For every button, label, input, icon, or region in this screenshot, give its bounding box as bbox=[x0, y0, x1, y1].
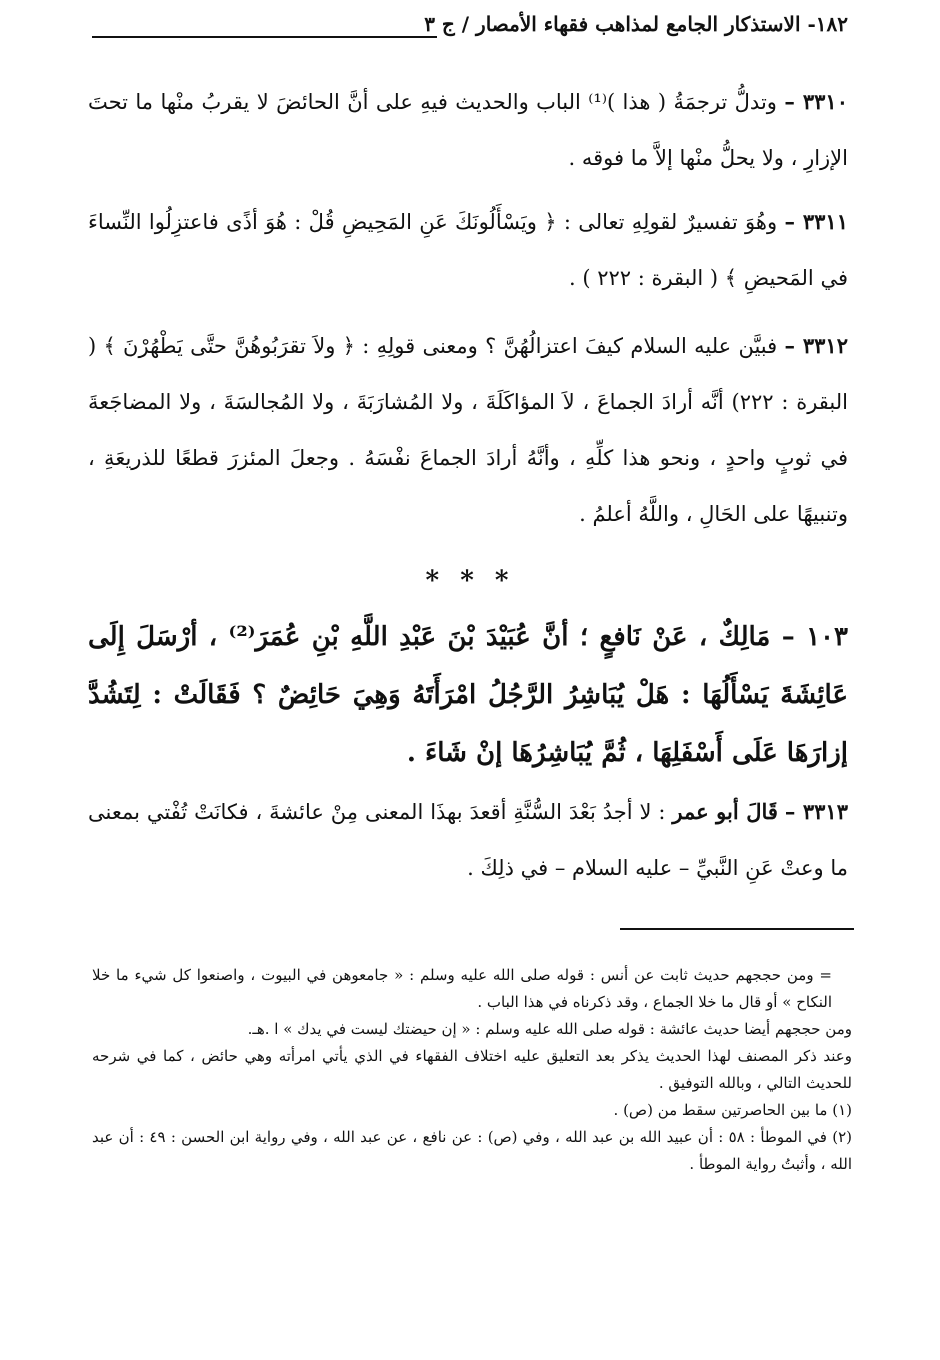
paragraph-text: وهُوَ تفسيرٌ لقولِهِ تعالى : ﴿ ويَسْأَلُونَكَ عَنِ المَحِيضِ قُلْ : هُوَ أذًى فاعتزِلُوا النِّساءَ في المَحيضِ ﴾ ( البقرة : ٢٢٢ ) . bbox=[88, 210, 848, 290]
footnote-1: (١) ما بين الحاصرتين سقط من (ص) . bbox=[613, 1101, 852, 1119]
paragraph-3310 bbox=[88, 74, 848, 186]
footnote-continuation: ومن حججهم أيضا حديث عائشة : قوله صلى الله عليه وسلم : « إن حيضتك ليست في يدك » ا .هـ. bbox=[247, 1020, 852, 1038]
paragraph-3311 bbox=[88, 194, 848, 306]
footnote-rule bbox=[620, 928, 854, 930]
paragraph-number: ٣٣١٠ – bbox=[784, 89, 848, 114]
paragraph-3313 bbox=[88, 784, 848, 896]
paragraph-text: وتدلُّ ترجمَةُ ( هذا )⁽¹⁾ الباب والحديث فيهِ على أنَّ الحائضَ لا يقربُ منْها ما تحتَ الإزارِ ، ولا يحلُّ منْها إلاَّ ما فوقه . bbox=[88, 90, 848, 170]
hadith-number: ١٠٣ – bbox=[781, 622, 848, 652]
paragraph-number: ٣٣١١ – bbox=[784, 209, 848, 234]
speaker-label: قَالَ أبو عمر bbox=[672, 799, 778, 824]
paragraph-3312 bbox=[88, 318, 848, 542]
paragraph-text: فبيَّن عليه السلام كيفَ اعتزالُهُنَّ ؟ ومعنى قولِهِ : ﴿ ولاَ تقرَبُوهُنَّ حتَّى يَطْهُرْنَ ﴾ ( البقرة : ٢٢٢) أنَّه أرادَ الجماعَ ، لاَ المؤاكَلَةَ ، ولا المُشارَبَةَ ، ولا المُجالسَةَ ، ولا المضاجَعةَ في ثوبٍ واحدٍ ، ونحو هذا كلِّهِ ، وأنَّهُ أرادَ الجماعَ نفْسَهُ . وجعلَ المئزرَ قطعًا للذريعَةِ ، وتنبيهًا على الحَالِ ، واللَّهُ أعلمُ . bbox=[88, 334, 848, 526]
section-separator: * * * bbox=[425, 566, 515, 596]
running-header: ١٨٢- الاستذكار الجامع لمذاهب فقهاء الأمصار / ج ٣ bbox=[424, 12, 848, 36]
hadith-103 bbox=[88, 608, 848, 782]
header-rule bbox=[92, 36, 437, 38]
paragraph-text: : لا أجدُ بَعْدَ السُّنَّةِ أقعدَ بهذَا المعنى مِنْ عائشةَ ، فكانَتْ تُفْتي بمعنى ما وعتْ عَنِ النَّبيِّ – عليه السلام – في ذلِكَ . bbox=[88, 800, 848, 880]
footnote-continuation: = ومن حججهم حديث ثابت عن أنس : قوله صلى الله عليه وسلم : « جامعوهن في البيوت ، واصنعوا كل شيء ما خلا النكاح » أو قال ما خلا الجماع ، وقد ذكرناه في هذا الباب . bbox=[92, 966, 832, 1011]
footnotes bbox=[92, 962, 852, 1178]
paragraph-number: ٣٣١٢ – bbox=[784, 333, 848, 358]
footnote-2: (٢) في الموطأ : ٥٨ : أن عبيد الله بن عبد الله ، وفي (ص) : عن نافع ، عن عبد الله ، وفي رواية ابن الحسن : ٤٩ : أن عبد الله ، وأثبتُ رواية الموطأ . bbox=[92, 1128, 852, 1173]
hadith-text: مَالِكٌ ، عَنْ نَافعٍ ؛ أنَّ عُبَيْدَ بْنَ عَبْدِ اللَّهِ بْنِ عُمَرَ⁽²⁾ ، أرْسَلَ إِلَى عَائِشَةَ يَسْأَلُهَا : هَلْ يُبَاشِرُ الرَّجُلُ امْرَأَتَهُ وَهِيَ حَائِضٌ ؟ فَقَالَتْ : لِتَشُدَّ إزارَهَا عَلَى أَسْفَلِهَا ، ثُمَّ يُبَاشِرُهَا إنْ شَاءَ . bbox=[88, 622, 848, 768]
footnote-continuation: وعند ذكر المصنف لهذا الحديث يذكر بعد التعليق عليه اختلاف الفقهاء في الذي يأتي امرأته وهي حائض ، كما في شرحه للحديث التالي ، وبالله التوفيق . bbox=[92, 1047, 852, 1092]
paragraph-number: ٣٣١٣ – bbox=[784, 799, 848, 824]
